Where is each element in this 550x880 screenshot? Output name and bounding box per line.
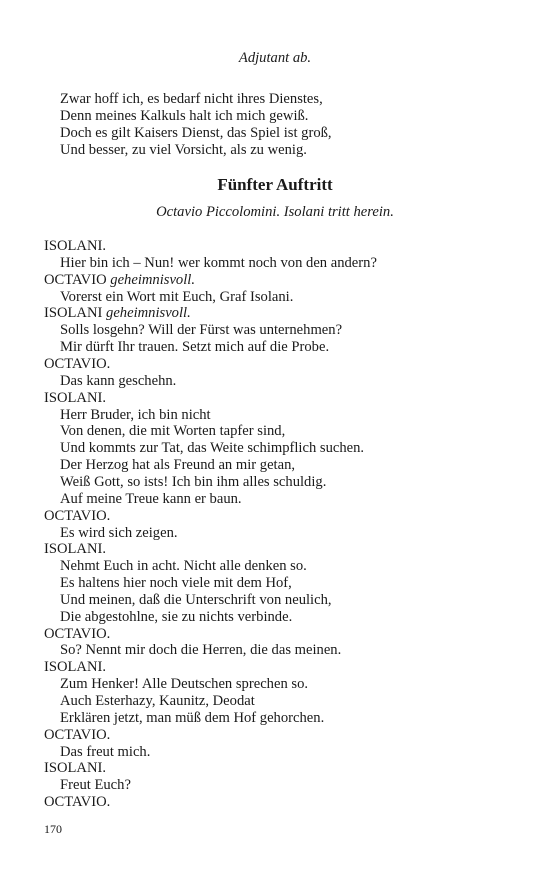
- speaker-line: [44, 305, 191, 322]
- verse-line: Nehmt Euch in acht. Nicht alle denken so.: [60, 558, 307, 575]
- speaker-line: [44, 272, 195, 289]
- verse-line: Die abgestohlne, sie zu nichts verbinde.: [60, 608, 293, 625]
- verse-line: Erklären jetzt, man müß dem Hof gehorchen.: [60, 709, 325, 726]
- speaker-name: OCTAVIO.: [44, 625, 111, 642]
- scene-title: Fünfter Auftritt: [217, 175, 333, 194]
- verse-line: Und besser, zu viel Vorsicht, als zu wenig.: [60, 142, 307, 158]
- verse-line: Und kommts zur Tat, das Weite schimpflich suchen.: [60, 440, 365, 457]
- verse-line: Zwar hoff ich, es bedarf nicht ihres Dienstes,: [60, 91, 323, 107]
- speaker-name: ISOLANI.: [44, 760, 107, 777]
- verse-line: Auch Esterhazy, Kaunitz, Deodat: [60, 693, 255, 709]
- verse-line: Und meinen, daß die Unterschrift von neulich,: [60, 591, 332, 608]
- speaker-line: [44, 390, 106, 407]
- verse-line: Auf meine Treue kann er baun.: [60, 490, 242, 507]
- verse-line: Hier bin ich – Nun! wer kommt noch von den andern?: [60, 254, 377, 271]
- verse-line: Das freut mich.: [60, 743, 151, 760]
- verse-line: So? Nennt mir doch die Herren, die das meinen.: [60, 642, 342, 659]
- verse-line: Solls losgehn? Will der Fürst was unternehmen?: [60, 322, 343, 339]
- speaker-line: [44, 659, 106, 676]
- verse-line: Es haltens hier noch viele mit dem Hof,: [60, 575, 292, 591]
- speaker-name: ISOLANI.: [44, 238, 107, 254]
- verse-line: Zum Henker! Alle Deutschen sprechen so.: [60, 676, 309, 693]
- stage-direction-inline: geheimnisvoll.: [110, 271, 195, 288]
- page-number: 170: [44, 822, 62, 836]
- speaker-line: [44, 508, 110, 525]
- verse-line: Denn meines Kalkuls halt ich mich gewiß.: [60, 108, 309, 124]
- speaker-name: OCTAVIO.: [44, 794, 111, 811]
- verse-line: Mir dürft Ihr trauen. Setzt mich auf die Probe.: [60, 339, 330, 356]
- speaker-line: [44, 794, 110, 811]
- speaker-name: OCTAVIO.: [44, 507, 111, 524]
- speaker-line: [44, 541, 106, 558]
- speaker-line: [44, 626, 110, 643]
- verse-line: Von denen, die mit Worten tapfer sind,: [60, 423, 286, 440]
- speaker-name: ISOLANI.: [44, 659, 107, 676]
- speaker-name: ISOLANI.: [44, 541, 107, 558]
- verse-line: Herr Bruder, ich bin nicht: [60, 406, 211, 423]
- verse-line: Freut Euch?: [60, 777, 131, 794]
- verse-line: Das kann geschehn.: [60, 372, 177, 389]
- verse-line: Doch es gilt Kaisers Dienst, das Spiel ist groß,: [60, 125, 332, 141]
- speaker-line: [44, 727, 110, 744]
- stage-direction-top: Adjutant ab.: [238, 50, 312, 66]
- speaker-name: OCTAVIO: [44, 271, 107, 288]
- speaker-name: OCTAVIO.: [44, 356, 111, 372]
- speaker-name: ISOLANI.: [44, 389, 107, 406]
- scene-stage-direction: Octavio Piccolomini. Isolani tritt herein.: [156, 204, 394, 220]
- verse-line: Weiß Gott, so ists! Ich bin ihm alles schuldig.: [60, 473, 327, 490]
- speaker-line: [44, 238, 106, 255]
- speaker-name: OCTAVIO.: [44, 726, 111, 743]
- verse-line: Vorerst ein Wort mit Euch, Graf Isolani.: [60, 288, 294, 305]
- stage-direction-inline: geheimnisvoll.: [106, 305, 191, 322]
- speaker-line: [44, 356, 110, 373]
- verse-line: Es wird sich zeigen.: [60, 524, 178, 541]
- speaker-name: ISOLANI: [44, 305, 103, 322]
- verse-line: Der Herzog hat als Freund an mir getan,: [60, 457, 296, 474]
- speaker-line: [44, 760, 106, 777]
